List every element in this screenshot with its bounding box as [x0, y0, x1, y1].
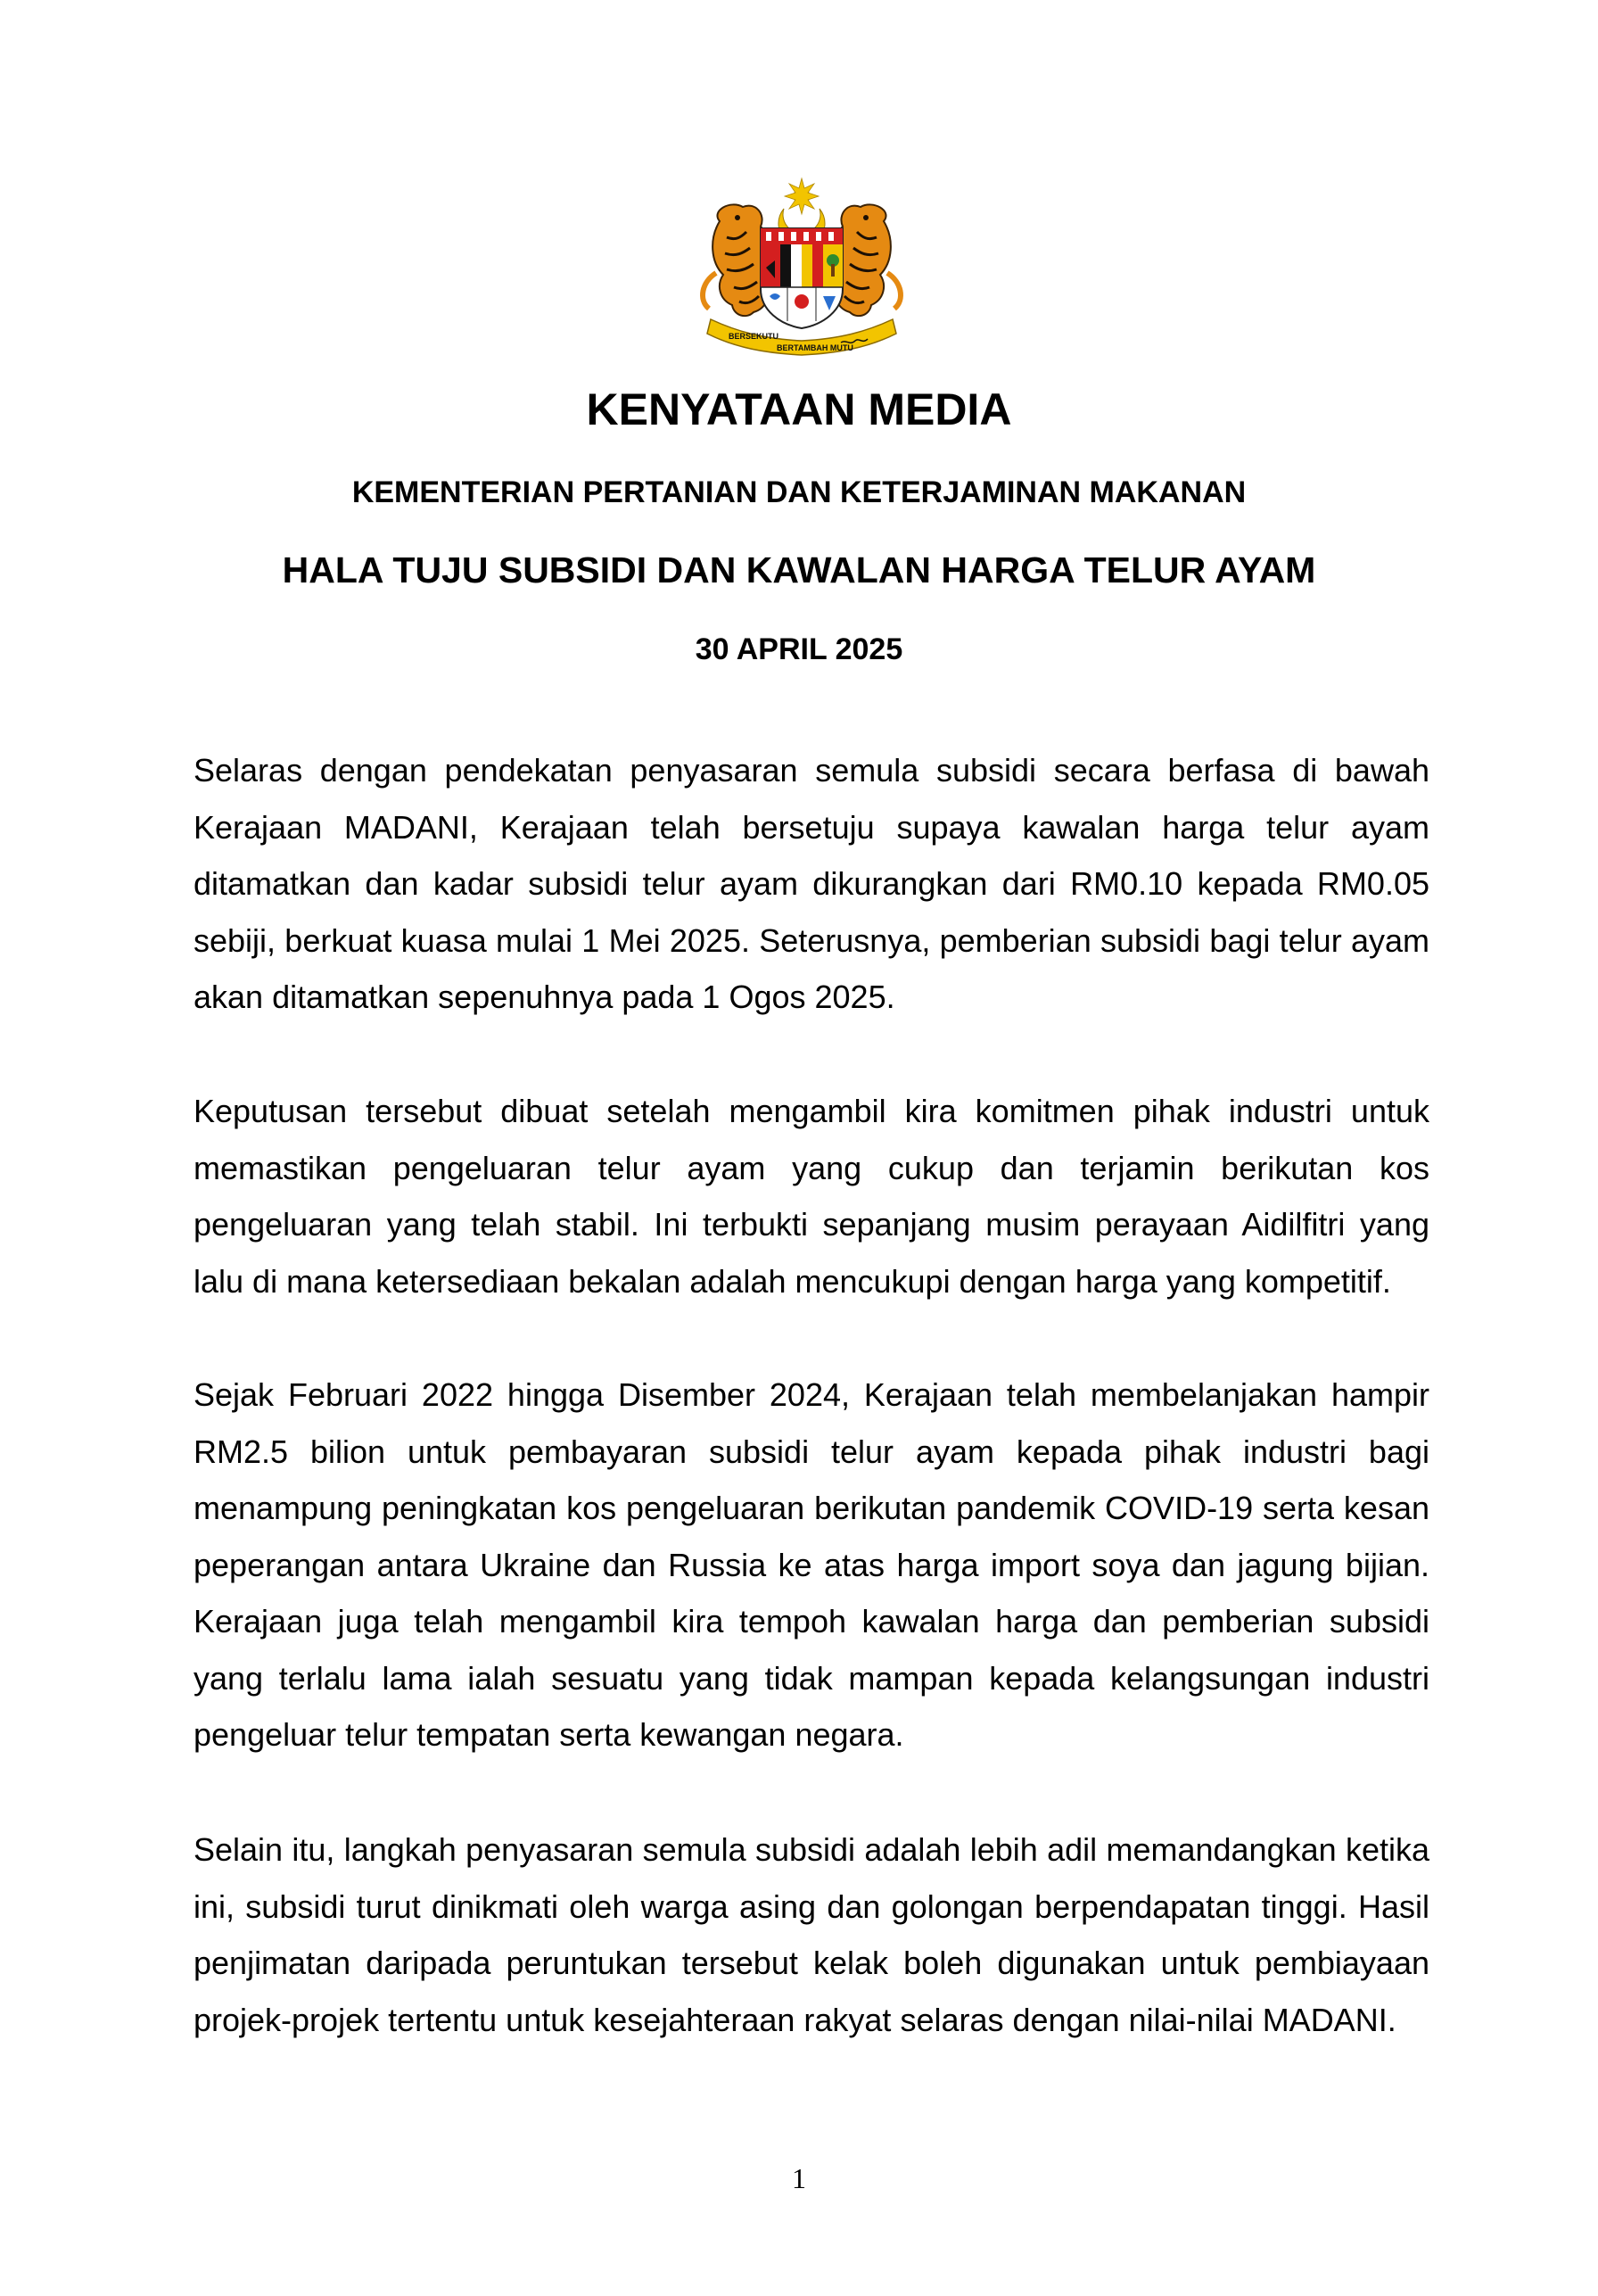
- body-paragraph-1: Selaras dengan pendekatan penyasaran semula subsidi secara berfasa di bawah Kerajaan MADANI, Kerajaan telah bersetuju supaya kawalan harga telur ayam ditamatkan dan kadar subsidi telur ayam dikurangkan dari RM0.10 kepada RM0.05 sebiji, berkuat kuasa mulai 1 Mei 2025. Seterusnya, pemberian subsidi bagi telur ayam akan ditamatkan sepenuhnya pada 1 Ogos 2025.: [194, 752, 1429, 1015]
- body-paragraph-3: Sejak Februari 2022 hingga Disember 2024, Kerajaan telah membelanjakan hampir RM2.5 bilion untuk pembayaran subsidi telur ayam kepada pihak industri bagi menampung peningkatan kos pengeluaran berikutan pandemik COVID-19 serta kesan peperangan antara Ukraine dan Russia ke atas harga import soya dan jagung bijian. Kerajaan juga telah mengambil kira tempoh kawalan harga dan pemberian subsidi yang terlalu lama ialah sesuatu yang tidak mampan kepada kelangsungan industri pengeluar telur tempatan serta kewangan negara.: [194, 1376, 1429, 1753]
- statement-date: 30 APRIL 2025: [695, 632, 903, 666]
- page-number: 1: [792, 2162, 806, 2194]
- coat-of-arms-icon: [684, 175, 919, 362]
- body-paragraph-2: Keputusan tersebut dibuat setelah mengambil kira komitmen pihak industri untuk memastikan pengeluaran telur ayam yang cukup dan terjamin berikutan kos pengeluaran yang telah stabil. Ini terbukti sepanjang musim perayaan Aidilfitri yang lalu di mana ketersediaan bekalan adalah mencukupi dengan harga yang kompetitif.: [194, 1093, 1429, 1300]
- ministry-name: KEMENTERIAN PERTANIAN DAN KETERJAMINAN MAKANAN: [351, 475, 1247, 509]
- statement-subject: HALA TUJU SUBSIDI DAN KAWALAN HARGA TELUR AYAM: [282, 549, 1316, 591]
- body-paragraph-4: Selain itu, langkah penyasaran semula subsidi adalah lebih adil memandangkan ketika ini, subsidi turut dinikmati oleh warga asing dan golongan berpendapatan tinggi. Hasil penjimatan daripada peruntukan tersebut kelak boleh digunakan untuk pembiayaan projek-projek tertentu untuk kesejahteraan rakyat selaras dengan nilai-nilai MADANI.: [194, 1831, 1429, 2038]
- document-title: KENYATAAN MEDIA: [586, 384, 1012, 434]
- svg-text:BERSEKUTU: BERSEKUTU: [729, 332, 779, 341]
- svg-text:BERTAMBAH MUTU: BERTAMBAH MUTU: [777, 343, 853, 352]
